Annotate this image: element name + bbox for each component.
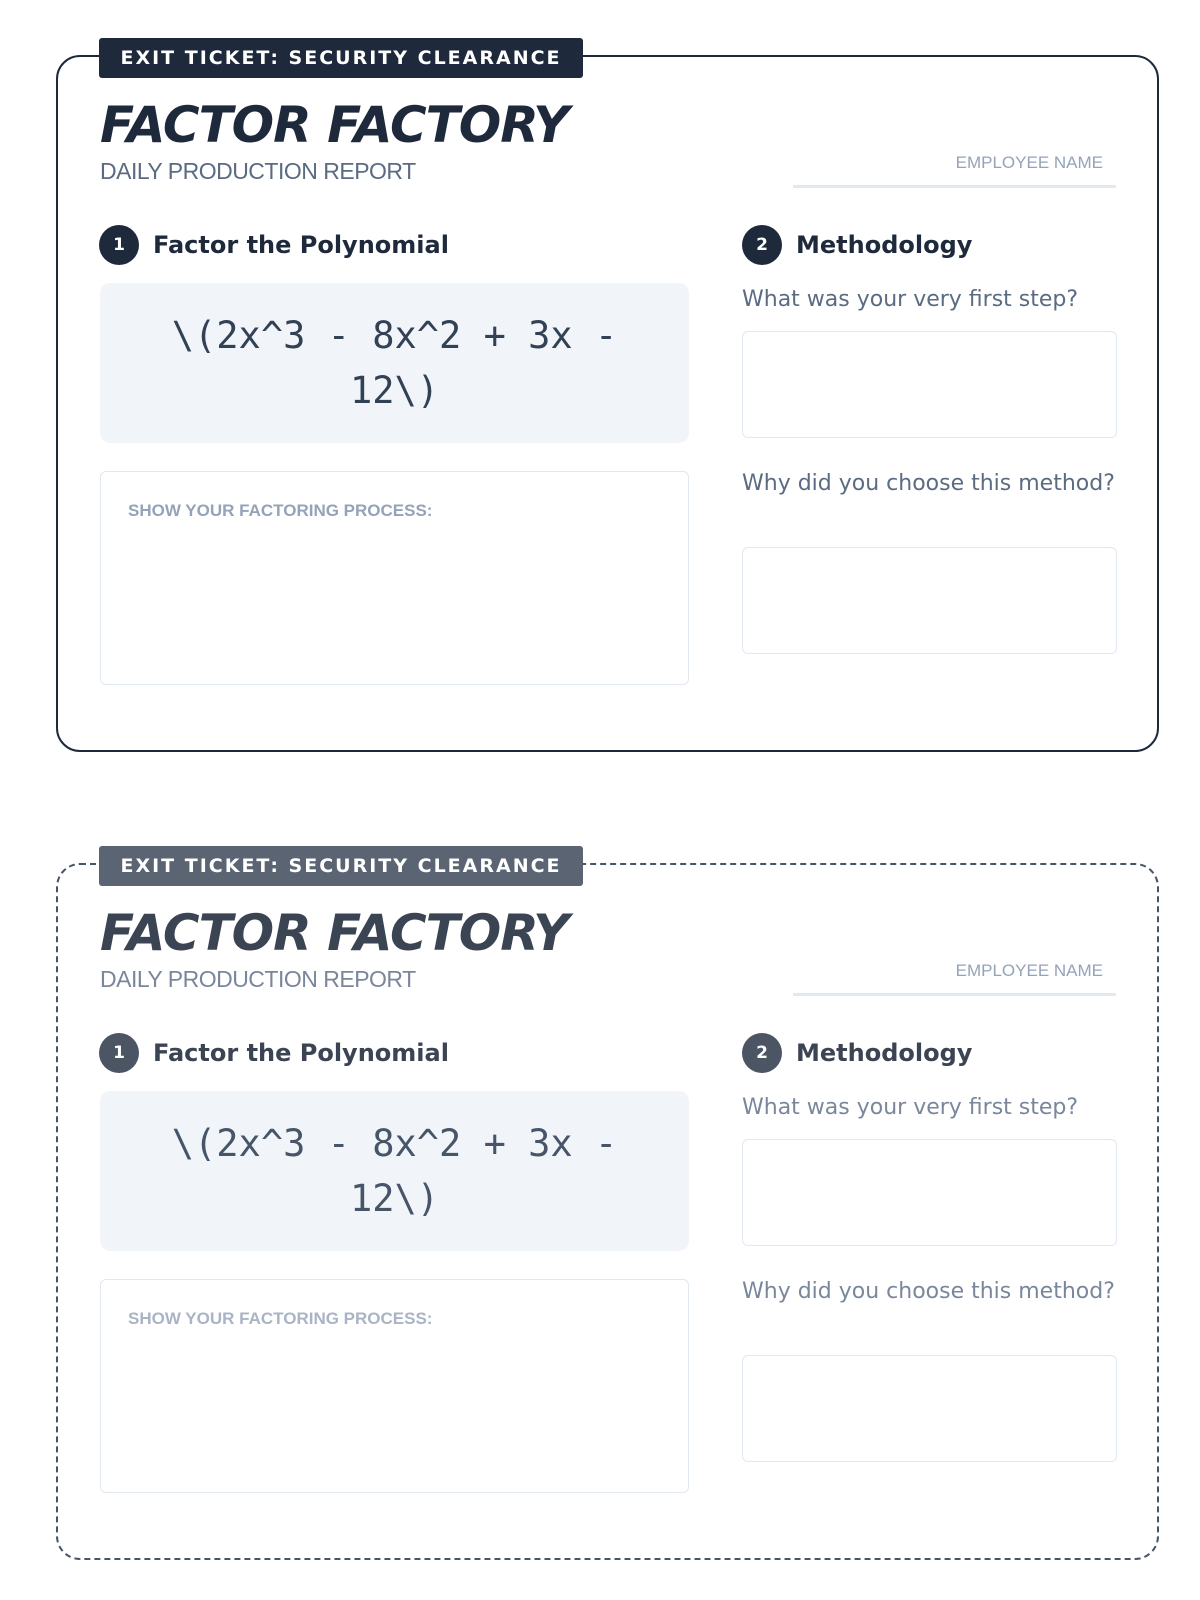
work-area-label: SHOW YOUR FACTORING PROCESS: (128, 501, 433, 520)
section-methodology-header (742, 1033, 972, 1073)
answer-first-step-box[interactable] (742, 1139, 1117, 1246)
factoring-work-area[interactable] (100, 471, 689, 685)
answer-why-method-box[interactable] (742, 1355, 1117, 1462)
section-factor-header (99, 1033, 449, 1073)
ticket-tab-label: EXIT TICKET: SECURITY CLEARANCE (99, 846, 583, 886)
section-number-badge: 1 (99, 225, 139, 265)
employee-name-field[interactable] (793, 993, 1116, 996)
polynomial-problem: \(2x^3 - 8x^2 + 3x - 12\) (100, 1091, 689, 1251)
answer-first-step-box[interactable] (742, 331, 1117, 438)
polynomial-problem: \(2x^3 - 8x^2 + 3x - 12\) (100, 283, 689, 443)
section-title: Factor the Polynomial (153, 1039, 449, 1067)
section-title: Methodology (796, 1039, 973, 1067)
employee-name-label: EMPLOYEE NAME (955, 961, 1103, 980)
worksheet-subtitle: DAILY PRODUCTION REPORT (100, 966, 416, 992)
factoring-work-area[interactable] (100, 1279, 689, 1493)
ticket-tab-label: EXIT TICKET: SECURITY CLEARANCE (99, 38, 583, 78)
employee-name-label: EMPLOYEE NAME (955, 153, 1103, 172)
employee-name-field[interactable] (793, 185, 1116, 188)
question-first-step: What was your very first step? (742, 287, 1079, 312)
answer-why-method-box[interactable] (742, 547, 1117, 654)
section-title: Factor the Polynomial (153, 231, 449, 259)
worksheet-title: FACTOR FACTORY (100, 904, 569, 962)
section-title: Methodology (796, 231, 973, 259)
exit-ticket-dashed (56, 855, 1159, 1560)
section-factor-header (99, 225, 449, 265)
worksheet-subtitle: DAILY PRODUCTION REPORT (100, 158, 416, 184)
section-number-badge: 1 (99, 1033, 139, 1073)
section-methodology-header (742, 225, 972, 265)
exit-ticket-solid (56, 47, 1159, 752)
section-number-badge: 2 (742, 1033, 782, 1073)
section-number-badge: 2 (742, 225, 782, 265)
question-why-method: Why did you choose this method? (742, 471, 1115, 496)
worksheet-title: FACTOR FACTORY (100, 96, 569, 154)
question-first-step: What was your very first step? (742, 1095, 1079, 1120)
question-why-method: Why did you choose this method? (742, 1279, 1115, 1304)
work-area-label: SHOW YOUR FACTORING PROCESS: (128, 1309, 433, 1328)
